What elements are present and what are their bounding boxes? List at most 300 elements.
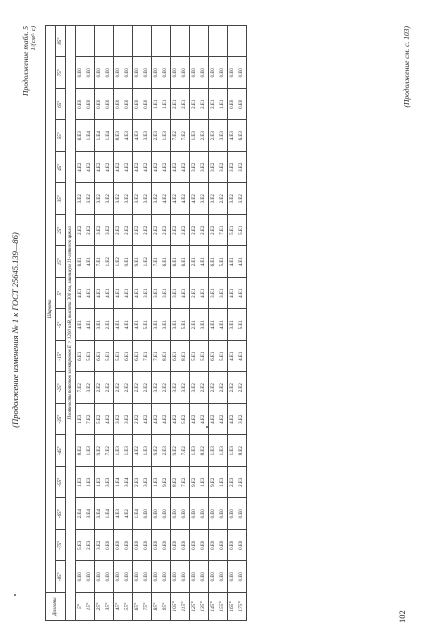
flux-cell	[76, 341, 95, 373]
flux-value: 3.E4	[125, 477, 130, 487]
flux-value: 0.E0	[125, 572, 130, 582]
flux-cell	[228, 278, 247, 310]
table-row	[190, 25, 209, 620]
flux-cell	[152, 435, 171, 467]
flux-value: 4.E2	[211, 414, 216, 424]
flux-value: 3.E2	[192, 162, 197, 172]
flux-value: 0.E0	[97, 99, 102, 109]
flux-value: 0.E0	[182, 509, 187, 519]
flux-value: 6.E1	[173, 257, 178, 267]
flux-value: 2.E3	[135, 477, 140, 487]
flux-value: 2.E2	[163, 383, 168, 393]
flux-cell	[209, 215, 228, 247]
flux-value: 2.E2	[135, 383, 140, 393]
table-label: Продолжение табл. 5	[21, 26, 30, 96]
band-label: Плотности потоков электронов E > 1200 кэВ, высота 300 км, минимум 11-летнего цикла	[66, 25, 76, 620]
flux-value: 6.E1	[211, 257, 216, 267]
flux-cell	[152, 467, 171, 499]
flux-value: 4.E2	[116, 162, 121, 172]
flux-value: 0.E0	[182, 540, 187, 550]
longitude-header: -75°	[56, 530, 66, 562]
flux-value: 2.E3	[201, 131, 206, 141]
flux-value: 7.E2	[106, 446, 111, 456]
flux-value: 1.E1	[154, 99, 159, 109]
flux-cell	[190, 530, 209, 562]
flux-cell	[228, 435, 247, 467]
flux-cell	[114, 435, 133, 467]
flux-value: 2.E1	[211, 99, 216, 109]
flux-value: 4.E1	[78, 320, 83, 330]
flux-value: 7.E2	[182, 446, 187, 456]
flux-value: 0.E0	[106, 99, 111, 109]
flux-cell	[228, 309, 247, 341]
flux-value: 4.E2	[163, 162, 168, 172]
flux-value: 5.E1	[192, 351, 197, 361]
flux-cell	[95, 404, 114, 436]
latitude-value: 55°	[124, 602, 130, 611]
flux-value: 4.E2	[125, 509, 130, 519]
flux-value: 3.E2	[239, 194, 244, 204]
flux-value: 4.E1	[135, 288, 140, 298]
flux-value: 0.E0	[116, 540, 121, 550]
flux-value: 0.E0	[154, 509, 159, 519]
flux-value: 3.E3	[106, 477, 111, 487]
flux-value: 8.E2	[173, 477, 178, 487]
flux-value: 3.E3	[144, 131, 149, 141]
flux-cell	[76, 89, 95, 121]
flux-cell	[95, 341, 114, 373]
flux-value: 2.E2	[201, 383, 206, 393]
flux-cell	[152, 215, 171, 247]
flux-value: 0.E0	[230, 509, 235, 519]
flux-value: 0.E0	[201, 540, 206, 550]
flux-value: 3.E1	[144, 288, 149, 298]
flux-cell	[133, 278, 152, 310]
flux-value: 0.E0	[192, 68, 197, 78]
flux-value: 4.E2	[173, 162, 178, 172]
flux-value: 8.E1	[182, 351, 187, 361]
flux-value: 5.E1	[116, 351, 121, 361]
flux-value: 2.E1	[192, 99, 197, 109]
flux-value: 0.E0	[173, 68, 178, 78]
flux-cell	[171, 309, 190, 341]
flux-value: 2.E2	[211, 225, 216, 235]
flux-value: 3.E1	[154, 288, 159, 298]
page-number: 102	[397, 610, 407, 623]
flux-value: 5.E1	[144, 320, 149, 330]
flux-value: 3.E1	[211, 288, 216, 298]
flux-value: 2.E2	[125, 225, 130, 235]
flux-cell	[152, 309, 171, 341]
longitude-header: -45°	[56, 435, 66, 467]
flux-value: 6.E1	[125, 351, 130, 361]
flux-value: 0.E0	[192, 540, 197, 550]
flux-value: 4.E2	[144, 162, 149, 172]
flux-cell	[152, 278, 171, 310]
flux-cell	[171, 215, 190, 247]
flux-cell	[228, 120, 247, 152]
flux-cell	[171, 467, 190, 499]
flux-cell	[114, 309, 133, 341]
continuation-note: (Продолжение см. с. 103)	[402, 26, 411, 108]
longitude-header-row	[56, 25, 66, 620]
flux-value: 1.E3	[154, 477, 159, 487]
flux-cell	[114, 215, 133, 247]
flux-value: 1.E4	[106, 131, 111, 141]
flux-value: 5.E1	[106, 351, 111, 361]
flux-value: 0.E0	[87, 572, 92, 582]
flux-value: 4.E3	[135, 131, 140, 141]
flux-value: 6.E1	[97, 351, 102, 361]
flux-cell	[95, 152, 114, 184]
flux-value: 4.E2	[106, 414, 111, 424]
latitude-value: 5°	[77, 604, 83, 609]
flux-cell	[76, 435, 95, 467]
flux-value: 4.E2	[230, 414, 235, 424]
flux-value: 2.E3	[230, 477, 235, 487]
flux-value: 1.E2	[106, 257, 111, 267]
flux-cell	[228, 215, 247, 247]
latitude-value: 105°	[172, 601, 178, 612]
flux-value: 4.E1	[239, 351, 244, 361]
flux-value: 0.E0	[116, 572, 121, 582]
flux-cell	[133, 372, 152, 404]
flux-cell	[209, 57, 228, 89]
flux-value: 0.E0	[135, 68, 140, 78]
flux-value: 0.E0	[144, 509, 149, 519]
flux-value: 1.E3	[211, 446, 216, 456]
table-row	[152, 25, 171, 620]
longitude-header: 75°	[56, 57, 66, 89]
flux-value: 4.E2	[154, 414, 159, 424]
flux-value: 4.E2	[144, 414, 149, 424]
flux-value: 4.E1	[97, 288, 102, 298]
latitude-column-header: Долгота	[46, 593, 66, 621]
flux-value: 0.E0	[201, 572, 206, 582]
flux-value: 3.E2	[154, 194, 159, 204]
flux-cell	[171, 152, 190, 184]
flux-cell	[133, 530, 152, 562]
flux-value: 4.E1	[87, 320, 92, 330]
flux-value: 2.E1	[192, 257, 197, 267]
flux-cell	[171, 435, 190, 467]
flux-cell	[190, 215, 209, 247]
flux-value: 3.E2	[173, 383, 178, 393]
flux-value: 1.E3	[78, 414, 83, 424]
flux-cell	[209, 341, 228, 373]
latitude-cell	[152, 593, 171, 621]
flux-cell	[76, 498, 95, 530]
flux-cell	[114, 530, 133, 562]
flux-cell	[152, 152, 171, 184]
flux-cell	[190, 246, 209, 278]
latitude-value: 25°	[96, 602, 102, 611]
flux-cell	[190, 341, 209, 373]
latitude-value: 145°	[210, 601, 216, 612]
flux-value: 1.E3	[78, 477, 83, 487]
flux-cell	[190, 404, 209, 436]
flux-cell	[133, 246, 152, 278]
flux-value: 3.E2	[125, 194, 130, 204]
flux-value: 0.E0	[230, 540, 235, 550]
flux-value: 3.E2	[230, 194, 235, 204]
table-body	[66, 25, 247, 620]
flux-value: 3.E1	[154, 320, 159, 330]
flux-cell	[228, 498, 247, 530]
flux-cell	[190, 435, 209, 467]
flux-cell	[228, 25, 247, 57]
flux-value: 2.E2	[144, 383, 149, 393]
flux-value: 4.E1	[230, 288, 235, 298]
flux-value: 8.E3	[116, 131, 121, 141]
flux-cell	[171, 341, 190, 373]
flux-value: 7.E2	[182, 131, 187, 141]
latitude-value: 75°	[143, 602, 149, 611]
flux-value: 5.E1	[230, 225, 235, 235]
flux-value: 6.E1	[135, 351, 140, 361]
flux-value: 0.E0	[173, 509, 178, 519]
flux-value: 2.E2	[97, 383, 102, 393]
flux-value: 4.E1	[230, 257, 235, 267]
flux-cell	[76, 57, 95, 89]
flux-cell	[228, 561, 247, 593]
flux-value: 7.E1	[154, 257, 159, 267]
flux-value: 4.E2	[154, 162, 159, 172]
flux-value: 2.E2	[144, 225, 149, 235]
flux-value: 3.E2	[97, 225, 102, 235]
latitude-value: 35°	[105, 602, 111, 611]
flux-value: 1.E3	[230, 446, 235, 456]
flux-cell	[95, 309, 114, 341]
flux-value: 0.E0	[163, 572, 168, 582]
flux-cell	[76, 372, 95, 404]
flux-value: 0.E0	[182, 68, 187, 78]
flux-cell	[76, 309, 95, 341]
flux-value: 4.E1	[116, 288, 121, 298]
flux-cell	[95, 57, 114, 89]
flux-cell	[114, 467, 133, 499]
flux-value: 0.E0	[154, 68, 159, 78]
flux-cell	[190, 89, 209, 121]
flux-value: 0.E0	[116, 99, 121, 109]
flux-value: 0.E0	[144, 540, 149, 550]
flux-value: 2.E2	[87, 225, 92, 235]
flux-value: 3.E1	[163, 320, 168, 330]
flux-value: 0.E0	[182, 572, 187, 582]
flux-cell	[190, 278, 209, 310]
flux-value: 0.E0	[163, 540, 168, 550]
longitude-header: 45°	[56, 152, 66, 184]
longitude-header: 85°	[56, 25, 66, 57]
flux-value: 3.E2	[87, 194, 92, 204]
flux-value: 6.E1	[182, 257, 187, 267]
flux-cell	[209, 498, 228, 530]
latitude-cell	[133, 593, 152, 621]
flux-cell	[114, 278, 133, 310]
flux-value: 2.E2	[239, 383, 244, 393]
flux-cell	[95, 561, 114, 593]
flux-value: 2.E3	[163, 446, 168, 456]
flux-value: 8.E2	[78, 446, 83, 456]
flux-value: 7.E1	[144, 351, 149, 361]
latitude-value: 95°	[162, 602, 168, 611]
flux-value: 0.E0	[201, 509, 206, 519]
flux-cell	[114, 561, 133, 593]
flux-value: 9.E1	[135, 257, 140, 267]
flux-value: 3.E1	[201, 320, 206, 330]
flux-value: 5.E1	[220, 257, 225, 267]
flux-value: 6.E1	[78, 257, 83, 267]
flux-value: 9.E2	[97, 446, 102, 456]
flux-value: 1.E3	[192, 446, 197, 456]
flux-value: 0.E0	[78, 68, 83, 78]
flux-value: 0.E0	[220, 572, 225, 582]
latitude-value: 85°	[153, 602, 159, 611]
flux-value: 7.E2	[182, 477, 187, 487]
flux-cell	[171, 498, 190, 530]
flux-value: 7.E2	[173, 131, 178, 141]
latitude-cell	[209, 593, 228, 621]
flux-value: 9.E2	[173, 446, 178, 456]
flux-cell	[152, 57, 171, 89]
flux-value: 0.E0	[239, 572, 244, 582]
flux-value: 1.E3	[97, 477, 102, 487]
flux-value: 3.E1	[97, 320, 102, 330]
flux-value: 1.E4	[87, 131, 92, 141]
flux-value: 1.E3	[201, 477, 206, 487]
flux-cell	[133, 404, 152, 436]
flux-cell	[76, 120, 95, 152]
flux-value: 4.E2	[87, 162, 92, 172]
flux-cell	[171, 530, 190, 562]
flux-value: 1.E3	[87, 446, 92, 456]
flux-value: 0.E0	[78, 572, 83, 582]
flux-cell	[133, 309, 152, 341]
flux-cell	[171, 278, 190, 310]
flux-cell	[114, 341, 133, 373]
flux-value: 5.E1	[220, 351, 225, 361]
flux-value: 0.E0	[125, 99, 130, 109]
flux-value: 4.E2	[201, 414, 206, 424]
flux-cell	[76, 25, 95, 57]
flux-value: 2.E4	[78, 509, 83, 519]
flux-value: 0.E0	[97, 572, 102, 582]
flux-value: 3.E3	[220, 131, 225, 141]
flux-value: 5.E1	[239, 225, 244, 235]
flux-value: 0.E0	[106, 540, 111, 550]
flux-value: 7.E2	[87, 414, 92, 424]
flux-value: 4.E2	[106, 162, 111, 172]
flux-value: 4.E1	[201, 288, 206, 298]
flux-value: 3.E2	[192, 383, 197, 393]
flux-cell	[171, 246, 190, 278]
flux-cell	[95, 183, 114, 215]
flux-value: 4.E2	[125, 162, 130, 172]
flux-value: 3.E3	[144, 477, 149, 487]
flux-value: 0.E0	[230, 572, 235, 582]
flux-cell	[209, 309, 228, 341]
flux-value: 4.E2	[182, 162, 187, 172]
longitude-header: 15°	[56, 246, 66, 278]
flux-cell	[114, 183, 133, 215]
flux-value: 2.E2	[125, 383, 130, 393]
flux-value: 3.E1	[230, 320, 235, 330]
unit-label: 1/(см²· с)	[30, 26, 37, 51]
flux-value: 4.E1	[125, 288, 130, 298]
flux-value: 3.E2	[144, 194, 149, 204]
flux-value: 3.E4	[87, 509, 92, 519]
flux-value: 2.E1	[173, 99, 178, 109]
flux-value: 6.E1	[211, 351, 216, 361]
flux-value: 5.E1	[87, 351, 92, 361]
flux-value: 1.E3	[163, 131, 168, 141]
flux-cell	[228, 89, 247, 121]
flux-cell	[209, 561, 228, 593]
flux-cell	[228, 467, 247, 499]
flux-value: 0.E0	[154, 572, 159, 582]
flux-value: 0.E0	[211, 509, 216, 519]
flux-value: 0.E0	[220, 68, 225, 78]
flux-cell	[209, 25, 228, 57]
flux-value: 5.E1	[201, 351, 206, 361]
flux-cell	[76, 183, 95, 215]
flux-cell	[171, 89, 190, 121]
flux-cell	[190, 561, 209, 593]
document-title: (Продолжение изменения № 1 к ГОСТ 25645.139—86)	[10, 232, 20, 428]
flux-table	[45, 25, 247, 621]
flux-cell	[114, 372, 133, 404]
flux-value: 1.E4	[135, 509, 140, 519]
flux-cell	[190, 498, 209, 530]
page-header	[10, 0, 40, 631]
flux-cell	[190, 309, 209, 341]
flux-value: 4.E1	[106, 288, 111, 298]
flux-cell	[133, 25, 152, 57]
flux-cell	[95, 215, 114, 247]
flux-cell	[152, 372, 171, 404]
flux-cell	[209, 404, 228, 436]
flux-value: 0.E0	[144, 572, 149, 582]
flux-value: 0.E0	[220, 540, 225, 550]
flux-value: 3.E2	[106, 194, 111, 204]
latitude-value: 135°	[200, 601, 206, 612]
flux-value: 2.E3	[239, 477, 244, 487]
flux-cell	[76, 530, 95, 562]
latitude-value: 125°	[191, 601, 197, 612]
longitude-header: -35°	[56, 404, 66, 436]
flux-value: 0.E0	[239, 68, 244, 78]
flux-cell	[76, 561, 95, 593]
flux-value: 2.E3	[154, 131, 159, 141]
flux-cell	[95, 372, 114, 404]
flux-value: 3.E2	[97, 540, 102, 550]
flux-value: 4.E1	[78, 288, 83, 298]
flux-value: 0.E0	[211, 68, 216, 78]
flux-value: 9.E1	[125, 257, 130, 267]
flux-cell	[209, 467, 228, 499]
flux-cell	[171, 57, 190, 89]
flux-value: 2.E1	[192, 320, 197, 330]
flux-cell	[209, 152, 228, 184]
flux-value: 4.E2	[135, 446, 140, 456]
flux-cell	[209, 89, 228, 121]
flux-value: 5.E2	[182, 414, 187, 424]
flux-cell	[95, 89, 114, 121]
flux-cell	[76, 404, 95, 436]
flux-value: 1.E1	[163, 99, 168, 109]
flux-value: 0.E0	[239, 540, 244, 550]
flux-value: 4.E2	[135, 162, 140, 172]
